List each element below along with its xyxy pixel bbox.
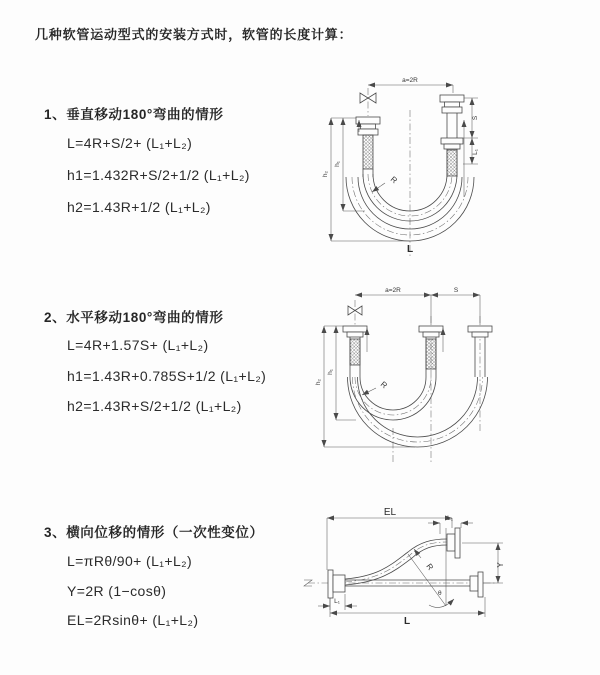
dim-label-l1-bottom: L₁ — [334, 598, 340, 605]
section1-heading: 1、垂直移动180°弯曲的情形 — [44, 107, 224, 122]
radius-label: R — [388, 174, 399, 186]
dim-label-s: S — [472, 115, 479, 121]
flange-fitting — [343, 326, 367, 332]
hose-curve — [345, 539, 447, 579]
flange-fitting — [423, 332, 439, 337]
radius-leader — [362, 388, 376, 395]
section1-formula-l: L=4R+S/2+ (L₁+L₂) — [67, 135, 193, 151]
page-title: 几种软管运动型式的安装方式时，软管的长度计算： — [35, 27, 353, 42]
flange-fitting — [358, 129, 378, 135]
dim-label-l1-top: L₁ — [447, 515, 453, 522]
section3-formula-y: Y=2R (1−cosθ) — [67, 583, 167, 599]
flange-fitting — [419, 326, 443, 332]
radius-leader — [372, 183, 385, 192]
braided-hose-section — [447, 150, 457, 176]
radius-label: R — [424, 561, 436, 572]
diagram-lateral-displacement — [300, 498, 600, 658]
flange-fitting — [333, 575, 345, 592]
extension-line — [331, 211, 410, 241]
length-label: L — [406, 244, 414, 255]
dim-label-s: S — [453, 287, 459, 294]
section2-formula-l: L=4R+1.57S+ (L₁+L₂) — [67, 337, 209, 353]
dim-label-l1: L₁ — [472, 149, 479, 155]
section2-heading: 2、水平移动180°弯曲的情形 — [44, 310, 224, 325]
dim-label-y: Y — [496, 562, 505, 568]
braided-hose-section — [426, 339, 436, 369]
dim-label-l: L — [403, 616, 411, 627]
section3-formula-el: EL=2Rsinθ+ (L₁+L₂) — [67, 612, 199, 628]
angle-label: θ — [438, 590, 442, 597]
flange-fitting — [328, 570, 333, 598]
flange-fitting — [442, 107, 462, 113]
flange-fitting — [447, 534, 455, 551]
flange-fitting — [444, 144, 460, 149]
extension-line — [431, 295, 480, 325]
flange-fitting — [441, 138, 463, 144]
hose-arc — [350, 377, 436, 420]
flange-fitting — [472, 332, 488, 337]
dim-label-h2: h₂ — [315, 378, 322, 386]
flange-fitting — [468, 326, 492, 332]
section3-heading: 3、横向位移的情形（一次性变位） — [44, 525, 264, 540]
flange-fitting — [478, 572, 483, 597]
hose-arc — [358, 377, 478, 437]
dim-label-el: EL — [383, 507, 397, 518]
diagram-vertical-180-bend — [315, 72, 585, 262]
dim-label-h1: h₁ — [327, 369, 334, 375]
flange-fitting — [440, 95, 464, 102]
braided-hose-section — [363, 135, 373, 169]
hose-arc — [360, 377, 426, 410]
section1-formula-h1: h1=1.432R+S/2+1/2 (L₁+L₂) — [67, 167, 250, 183]
section3-formula-l: L=πRθ/90+ (L₁+L₂) — [67, 553, 193, 569]
flange-fitting — [470, 576, 478, 591]
extension-line — [327, 518, 452, 570]
radius-leader — [414, 549, 421, 558]
dim-label-a2r: a=2R — [402, 77, 418, 84]
section1-formula-h2: h2=1.43R+1/2 (L₁+L₂) — [67, 199, 211, 215]
flange-fitting — [455, 528, 460, 558]
extension-line — [324, 326, 415, 447]
diagram-horizontal-180-bend — [310, 282, 590, 467]
flange-fitting — [356, 117, 380, 124]
dim-label-h1: h₁ — [334, 161, 341, 167]
dim-label-a2r: a=2R — [385, 287, 401, 294]
flange-fitting — [445, 102, 460, 107]
flange-fitting — [361, 124, 376, 129]
braided-hose-section — [350, 339, 360, 365]
extension-line — [330, 597, 485, 617]
section2-formula-h2: h2=1.43R+S/2+1/2 (L₁+L₂) — [67, 398, 242, 414]
radius-label: R — [378, 379, 389, 391]
hose-centerline-arc — [353, 377, 483, 442]
flange-fitting — [347, 332, 363, 337]
section2-formula-h1: h1=1.43R+0.785S+1/2 (L₁+L₂) — [67, 368, 267, 384]
hose-leg — [350, 337, 485, 377]
dim-label-h2: h₂ — [322, 170, 329, 178]
